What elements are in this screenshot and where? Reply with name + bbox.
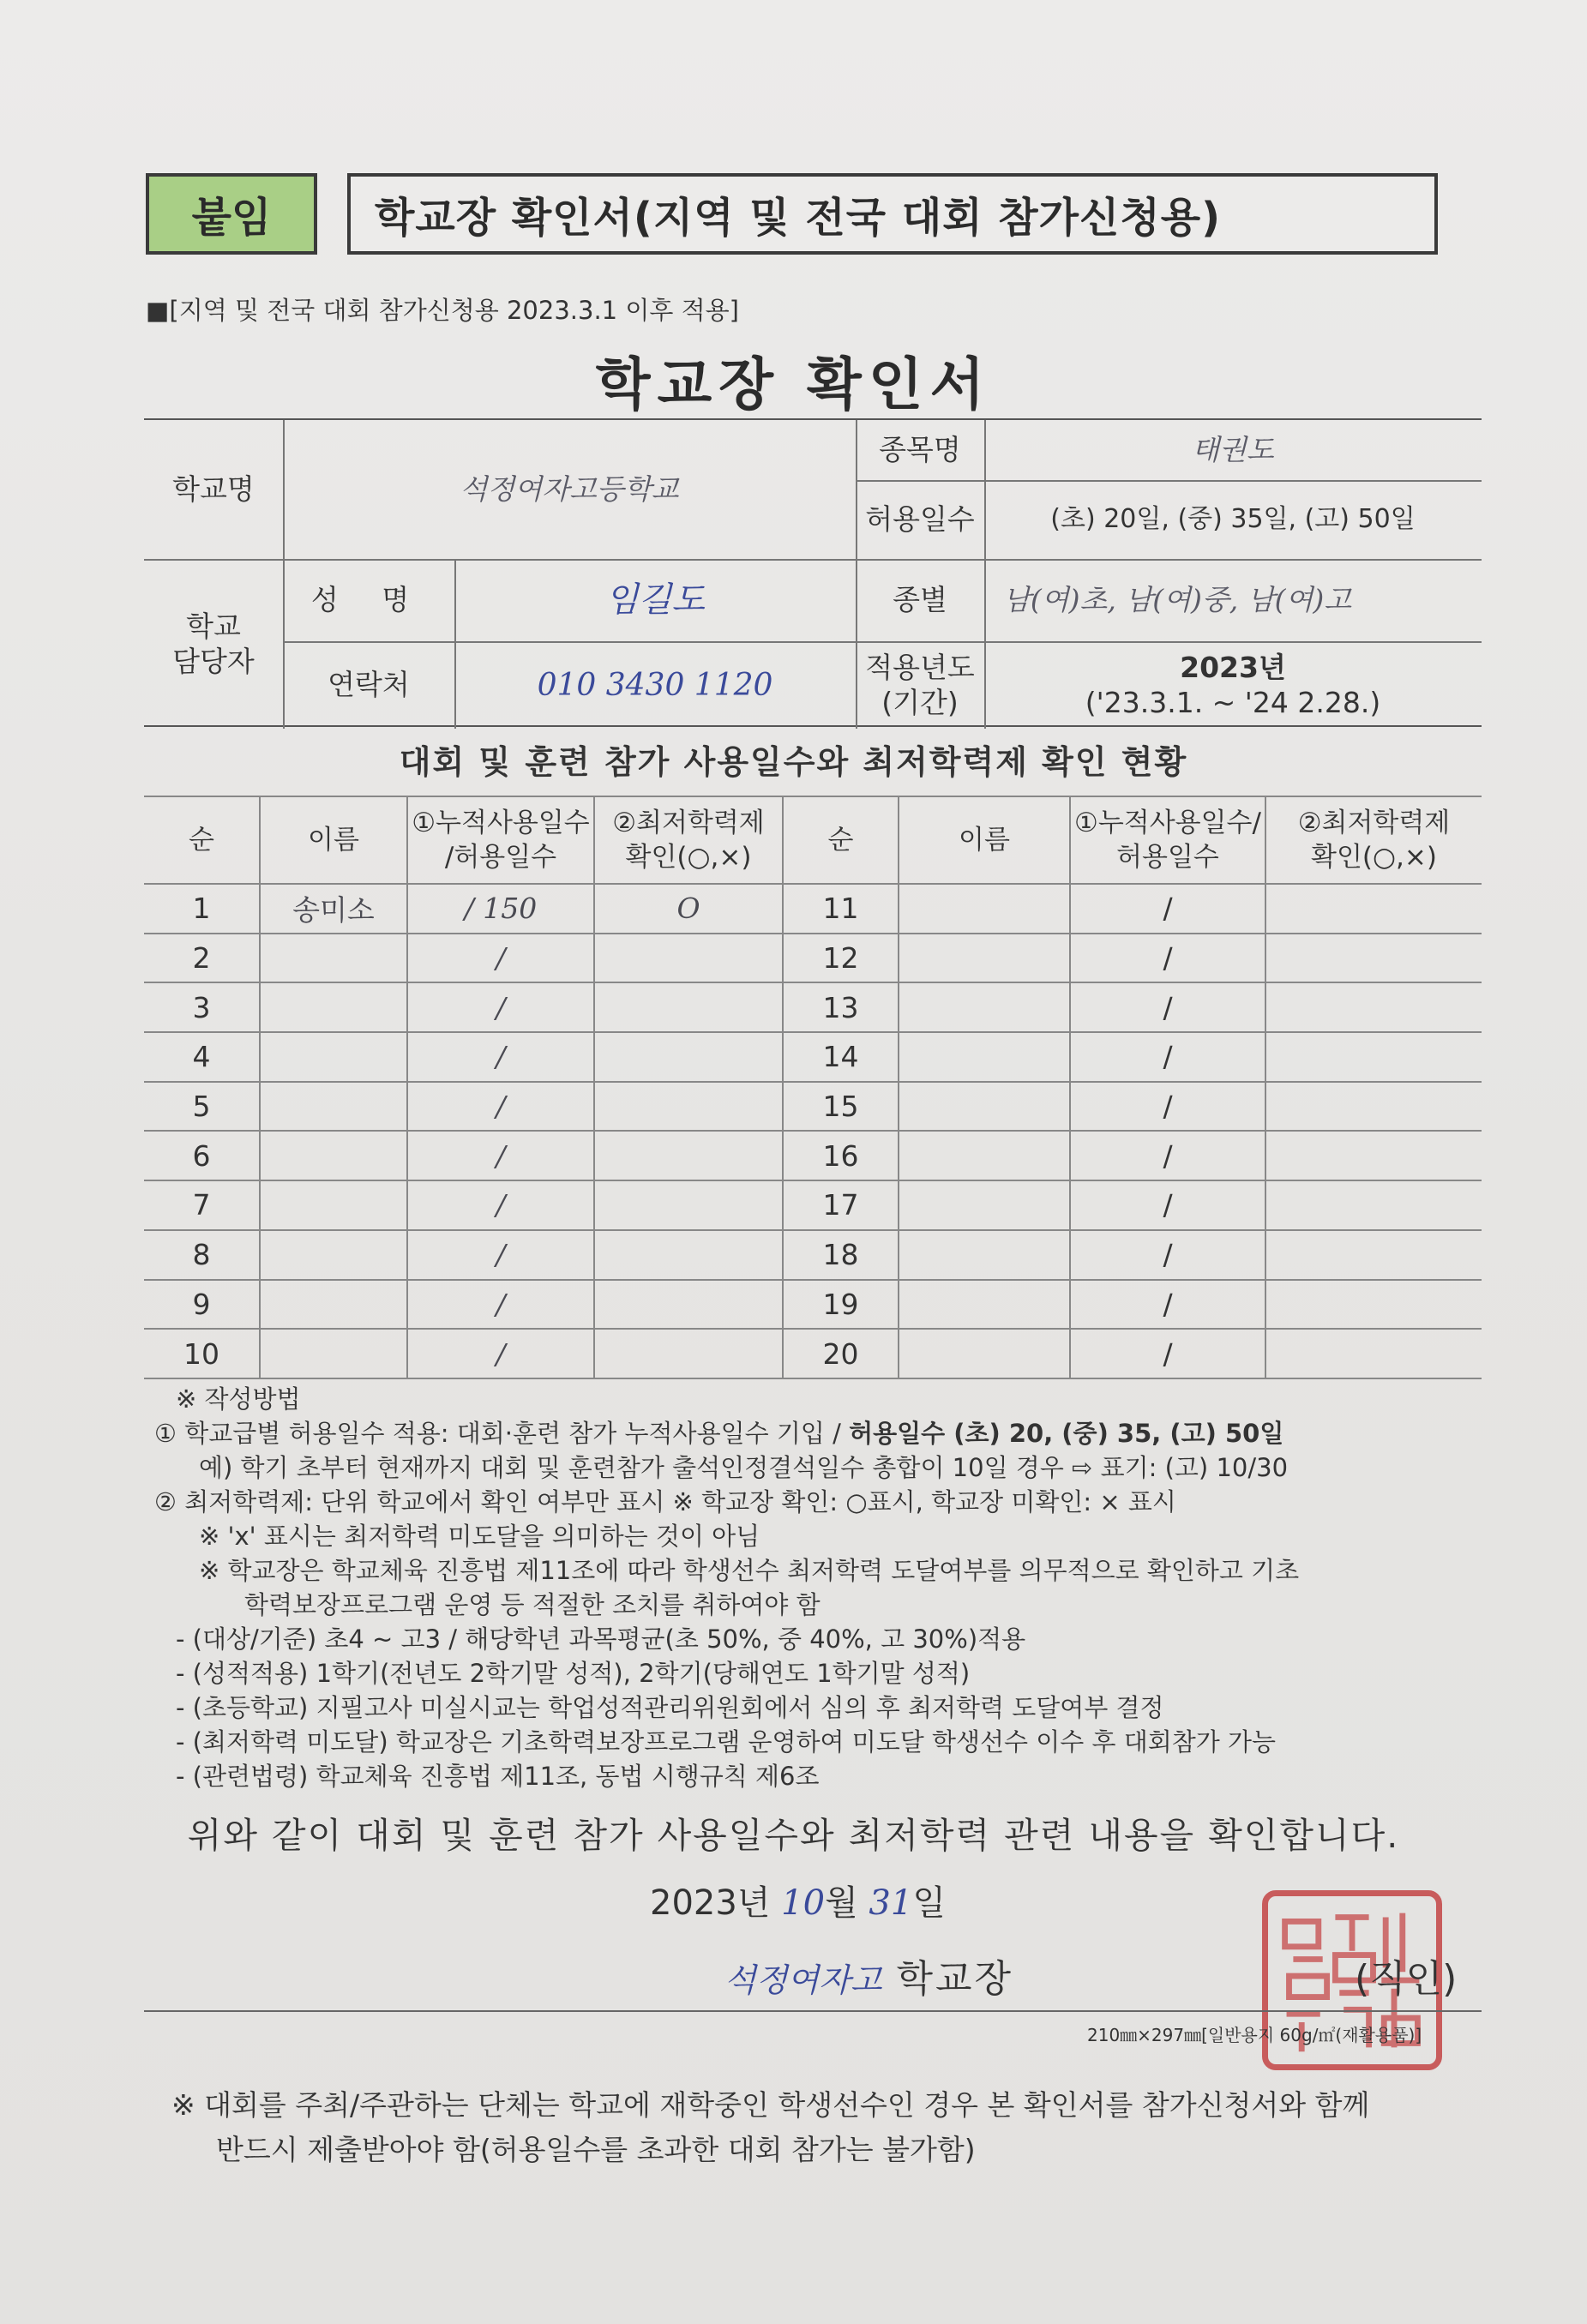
roster-no-right: 16 <box>783 1131 899 1180</box>
confirmation-statement: 위와 같이 대회 및 훈련 참가 사용일수와 최저학력 관련 내용을 확인합니다. <box>187 1815 1400 1856</box>
roster-name-right <box>899 1131 1070 1180</box>
footnote-line-1: ※ 대회를 주최/주관하는 단체는 학교에 재학중인 학생선수인 경우 본 확인서를 참가신청서와 함께 <box>171 2088 1370 2122</box>
roster-name-right <box>899 1082 1070 1132</box>
instr-line-9: - (초등학교) 지필고사 미실시교는 학업성적관리위원회에서 심의 후 최저학력 도달여부 결정 <box>176 1693 1164 1722</box>
roster-no-left: 3 <box>144 982 260 1032</box>
col-grade-right-l1: ②최저학력제 <box>1297 807 1451 838</box>
roster-days-right: / <box>1070 884 1265 934</box>
school-name-value: 석정여자고등학교 <box>460 472 679 507</box>
table-row <box>144 1082 1482 1132</box>
year-label <box>856 641 984 729</box>
roster-check-right <box>1265 982 1482 1032</box>
roster-days-left: / 150 <box>407 884 594 934</box>
col-days-right-l1: ①누적사용일수/ <box>1074 807 1261 838</box>
roster-check-right <box>1265 934 1482 983</box>
roster-check-left <box>594 1131 783 1180</box>
roster-check-left <box>594 982 783 1032</box>
instr-line-10: - (최저학력 미도달) 학교장은 기초학력보장프로그램 운영하여 미도달 학생선수 이수 후 대회참가 가능 <box>176 1727 1277 1757</box>
roster-no-right: 14 <box>783 1032 899 1082</box>
roster-days-right: / <box>1070 1032 1265 1082</box>
instr-line-1a: ① 학교급별 허용일수 적용: 대회·훈련 참가 누적사용일수 기입 / <box>154 1419 850 1448</box>
roster-days-left: / <box>407 1230 594 1280</box>
roster-no-left: 10 <box>144 1329 260 1378</box>
roster-check-right <box>1265 1230 1482 1280</box>
instr-heading: ※ 작성방법 <box>176 1384 301 1414</box>
roster-header-row <box>144 796 1482 884</box>
roster-check-left <box>594 1230 783 1280</box>
instr-line-8: - (성적적용) 1학기(전년도 2학기말 성적), 2학기(당해연도 1학기말 성적) <box>176 1659 971 1688</box>
instr-line-4: ※ 'x' 표시는 최저학력 미도달을 의미하는 것이 아님 <box>199 1522 760 1551</box>
year-value-line2: ('23.3.1. ~ '24 2.28.) <box>1085 686 1381 719</box>
roster-days-right: / <box>1070 1329 1265 1378</box>
roster-no-left: 8 <box>144 1230 260 1280</box>
date-year: 2023년 <box>650 1883 771 1923</box>
scope-note: ■[지역 및 전국 대회 참가신청용 2023.3.1 이후 적용] <box>146 296 739 325</box>
instr-line-3: ② 최저학력제: 단위 학교에서 확인 여부만 표시 ※ 학교장 확인: ○표시, 학교장 미확인: × 표시 <box>154 1487 1176 1516</box>
roster-check-left <box>594 1082 783 1132</box>
document-title: 학교장 확인서 <box>595 351 992 417</box>
attachment-tag: 붙임 <box>146 173 317 255</box>
header-title: 학교장 확인서(지역 및 전국 대회 참가신청용) <box>347 173 1438 255</box>
roster-no-left: 2 <box>144 934 260 983</box>
roster-check-right <box>1265 1131 1482 1180</box>
table-row <box>144 982 1482 1032</box>
table-row <box>144 1230 1482 1280</box>
roster-no-right: 18 <box>783 1230 899 1280</box>
instr-line-2: 예) 학기 초부터 현재까지 대회 및 훈련참가 출석인정결석일수 총합이 10일 경우 ⇨ 표기: (고) 10/30 <box>199 1453 1289 1482</box>
roster-days-right: / <box>1070 1280 1265 1330</box>
principal-signature-line <box>724 1948 1013 2003</box>
table-row <box>144 934 1482 983</box>
roster-days-left: / <box>407 1329 594 1378</box>
roster-no-right: 15 <box>783 1082 899 1132</box>
roster-days-right: / <box>1070 1131 1265 1180</box>
roster-no-right: 12 <box>783 934 899 983</box>
roster-no-left: 4 <box>144 1032 260 1082</box>
table-row <box>144 1180 1482 1230</box>
roster-days-left: / <box>407 1131 594 1180</box>
roster-check-left <box>594 1280 783 1330</box>
instr-line-6: 학력보장프로그램 운영 등 적절한 조치를 취하여야 함 <box>244 1590 821 1619</box>
footnote-line-2: 반드시 제출받아야 함(허용일수를 초과한 대회 참가는 불가함) <box>216 2133 976 2166</box>
roster-no-right: 13 <box>783 982 899 1032</box>
seal-label: (직인) <box>1355 1957 1458 2001</box>
paper-spec: 210㎜×297㎜[일반용지 60g/㎡(재활용품)] <box>1087 2025 1422 2045</box>
instr-line-5: ※ 학교장은 학교체육 진흥법 제11조에 따라 학생선수 최저학력 도달여부를 의무적으로 확인하고 기초 <box>199 1556 1300 1585</box>
roster-days-right: / <box>1070 982 1265 1032</box>
roster-no-left: 6 <box>144 1131 260 1180</box>
roster-name-left <box>260 1329 407 1378</box>
roster-table <box>144 796 1482 1379</box>
roster-name-left <box>260 934 407 983</box>
principal-label: 학교장 <box>896 1957 1014 2001</box>
col-name-right: 이름 <box>899 796 1070 884</box>
roster-check-left: O <box>594 884 783 934</box>
staff-label-line1: 학교 <box>186 609 241 643</box>
info-table <box>144 418 1482 727</box>
col-days-left-l1: ①누적사용일수 <box>412 807 590 838</box>
col-days-right <box>1070 796 1265 884</box>
allowed-days-label: 허용일수 <box>865 502 975 537</box>
roster-days-right: / <box>1070 1180 1265 1230</box>
instr-line-1 <box>154 1416 1492 1450</box>
roster-no-left: 1 <box>144 884 260 934</box>
date-line <box>650 1876 946 1925</box>
roster-name-left <box>260 1280 407 1330</box>
roster-days-right: / <box>1070 1230 1265 1280</box>
instr-line-11: - (관련법령) 학교체육 진흥법 제11조, 동법 시행규칙 제6조 <box>176 1762 820 1791</box>
roster-check-right <box>1265 1280 1482 1330</box>
roster-check-right <box>1265 884 1482 934</box>
roster-name-right <box>899 1280 1070 1330</box>
roster-check-left <box>594 1329 783 1378</box>
date-month-suffix: 월 <box>825 1883 858 1923</box>
roster-name-left <box>260 1032 407 1082</box>
roster-name-left <box>260 1131 407 1180</box>
roster-no-left: 9 <box>144 1280 260 1330</box>
category-label: 종별 <box>893 583 947 617</box>
table-row <box>144 1032 1482 1082</box>
col-days-right-l2: 허용일수 <box>1116 842 1219 873</box>
col-grade-left-l2: 확인(○,×) <box>625 842 752 873</box>
roster-no-right: 11 <box>783 884 899 934</box>
roster-name-left <box>260 1082 407 1132</box>
roster-no-right: 17 <box>783 1180 899 1230</box>
year-label-line1: 적용년도 <box>865 650 975 684</box>
roster-name-right <box>899 934 1070 983</box>
roster-name-left <box>260 982 407 1032</box>
roster-days-left: / <box>407 1082 594 1132</box>
year-value-line1: 2023년 <box>1180 650 1286 684</box>
year-label-line2: (기간) <box>881 686 959 719</box>
roster-check-right <box>1265 1082 1482 1132</box>
roster-days-left: / <box>407 1280 594 1330</box>
roster-name-right <box>899 1032 1070 1082</box>
roster-name-right <box>899 1230 1070 1280</box>
date-day-suffix: 일 <box>912 1883 946 1923</box>
staff-name-handwritten: 임길도 <box>605 580 705 620</box>
category-value: 남(여)초, 남(여)중, 남(여)고 <box>1003 583 1352 617</box>
col-name-left: 이름 <box>260 796 407 884</box>
allowed-days-value: (초) 20일, (중) 35일, (고) 50일 <box>1050 504 1416 535</box>
roster-check-right <box>1265 1180 1482 1230</box>
roster-name-right <box>899 884 1070 934</box>
instr-line-1b: 허용일수 (초) 20, (중) 35, (고) 50일 <box>849 1419 1284 1448</box>
roster-check-left <box>594 1032 783 1082</box>
roster-check-left <box>594 934 783 983</box>
table-row <box>144 1329 1482 1378</box>
roster-name-left: 송미소 <box>260 884 407 934</box>
roster-no-left: 5 <box>144 1082 260 1132</box>
col-days-left <box>407 796 594 884</box>
instr-line-7: - (대상/기준) 초4 ~ 고3 / 해당학년 과목평균(초 50%, 중 40%, 고 30%)적용 <box>176 1624 1026 1654</box>
col-no-right: 순 <box>783 796 899 884</box>
instructions <box>154 1382 1492 1793</box>
footnote <box>171 2083 1492 2172</box>
roster-days-right: / <box>1070 934 1265 983</box>
roster-days-left: / <box>407 982 594 1032</box>
roster-days-right: / <box>1070 1082 1265 1132</box>
section-heading: 대회 및 훈련 참가 사용일수와 최저학력제 확인 현황 <box>399 743 1188 781</box>
roster-name-right <box>899 1180 1070 1230</box>
roster-days-left: / <box>407 934 594 983</box>
roster-no-left: 7 <box>144 1180 260 1230</box>
roster-name-right <box>899 1329 1070 1378</box>
roster-days-left: / <box>407 1032 594 1082</box>
col-grade-left-l1: ②최저학력제 <box>612 807 765 838</box>
roster-no-right: 20 <box>783 1329 899 1378</box>
col-no-left: 순 <box>144 796 260 884</box>
roster-check-right <box>1265 1329 1482 1378</box>
roster-name-right <box>899 982 1070 1032</box>
roster-name-left <box>260 1230 407 1280</box>
roster-check-left <box>594 1180 783 1230</box>
school-handwritten: 석정여자고 <box>724 1961 882 1999</box>
roster-days-left: / <box>407 1180 594 1230</box>
col-grade-left <box>594 796 783 884</box>
table-row <box>144 1131 1482 1180</box>
table-row <box>144 884 1482 934</box>
roster-no-right: 19 <box>783 1280 899 1330</box>
school-name-label: 학교명 <box>172 472 255 507</box>
contact-handwritten: 010 3430 1120 <box>537 667 773 703</box>
date-month-handwritten: 10 <box>781 1883 826 1923</box>
roster-name-left <box>260 1180 407 1230</box>
staff-label-line2: 담당자 <box>172 645 255 678</box>
bottom-divider <box>144 2010 1482 2012</box>
name-label: 성 명 <box>310 583 427 617</box>
col-grade-right-l2: 확인(○,×) <box>1311 842 1437 873</box>
year-value <box>984 641 1482 729</box>
sport-value: 태권도 <box>1192 433 1274 467</box>
contact-label: 연락처 <box>328 668 410 702</box>
date-day-handwritten: 31 <box>869 1883 913 1923</box>
sport-label: 종목명 <box>879 433 961 467</box>
table-row <box>144 1280 1482 1330</box>
col-days-left-l2: /허용일수 <box>444 842 557 873</box>
staff-label <box>144 559 283 729</box>
col-grade-right <box>1265 796 1482 884</box>
roster-check-right <box>1265 1032 1482 1082</box>
